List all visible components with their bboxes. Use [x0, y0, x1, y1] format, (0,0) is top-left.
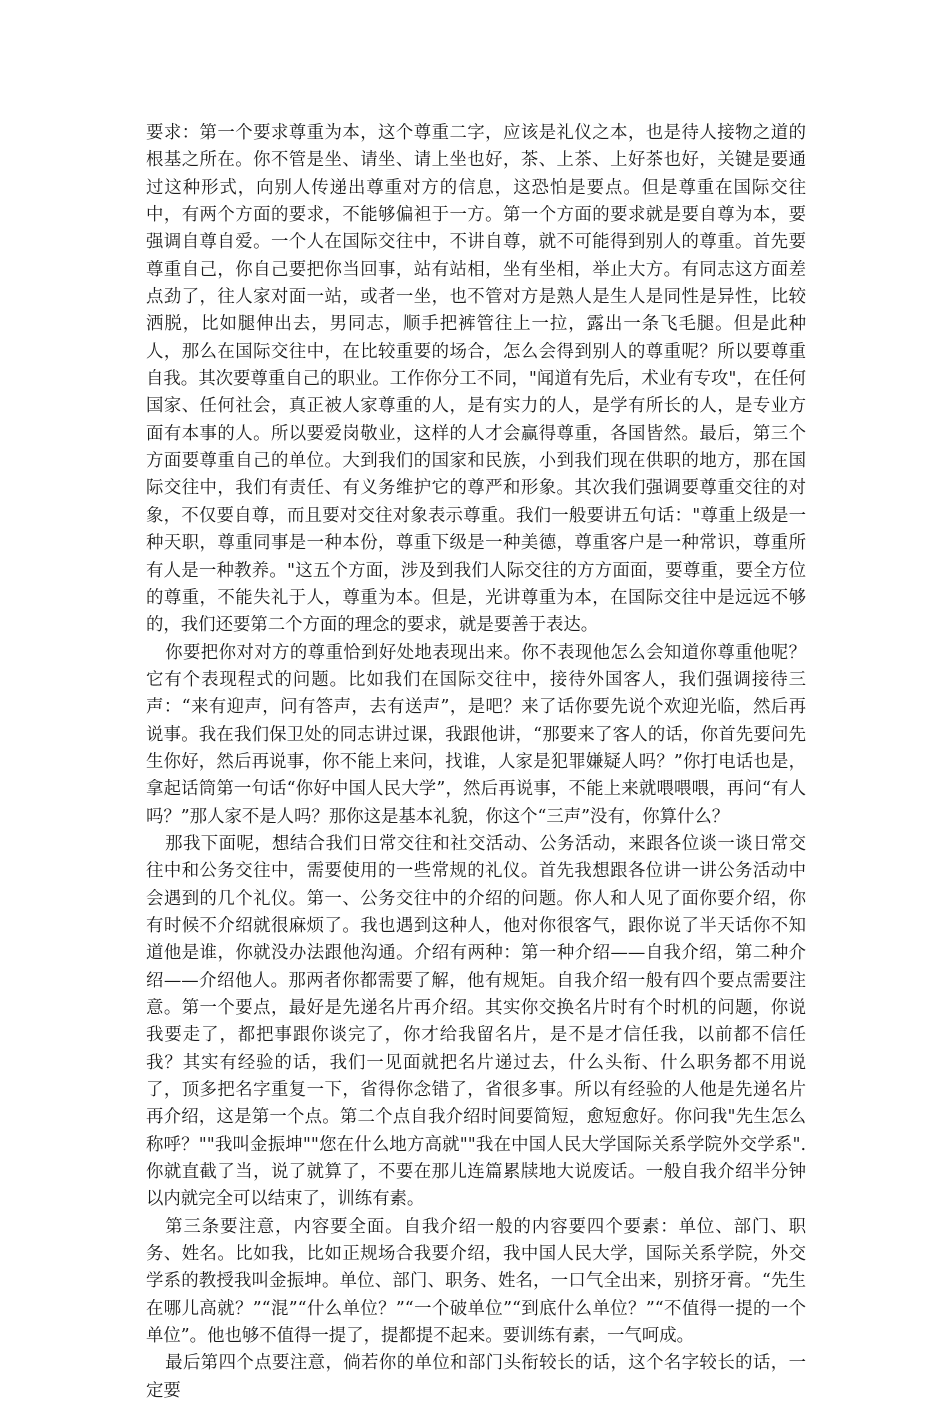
paragraph-respect-requirements: 要求：第一个要求尊重为本，这个尊重二字，应该是礼仪之本，也是待人接物之道的根基之所在。你不管是坐、请坐、请上坐也好，茶、上茶、上好茶也好，关键是要通过这种形式，向别人传递出尊重对方的信息，这恐怕是要点。但是尊重在国际交往中，有两个方面的要求，不能够偏袒于一方。第一个方面的要求就是要自尊为本，要强调自尊自爱。一个人在国际交往中，不讲自尊，就不可能得到别人的尊重。首先要尊重自己，你自己要把你当回事，站有站相，坐有坐相，举止大方。有同志这方面差点劲了，往人家对面一站，或者一坐，也不管对方是熟人是生人是同性是异性，比较洒脱，比如腿伸出去，男同志，顺手把裤管往上一拉，露出一条飞毛腿。但是此种人，那么在国际交往中，在比较重要的场合，怎么会得到别人的尊重呢？所以要尊重自我。其次要尊重自己的职业。工作你分工不同，"闻道有先后，术业有专攻"，在任何国家、任何社会，真正被人家尊重的人，是有实力的人，是学有所长的人，是专业方面有本事的人。所以要爱岗敬业，这样的人才会赢得尊重，各国皆然。最后，第三个方面要尊重自己的单位。大到我们的国家和民族，小到我们现在供职的地方，那在国际交往中，我们有责任、有义务维护它的尊严和形象。其次我们强调要尊重交往的对象，不仅要自尊，而且要对交往对象表示尊重。我们一般要讲五句话："尊重上级是一种天职，尊重同事是一种本份，尊重下级是一种美德，尊重客户是一种常识，尊重所有人是一种教养。"这五个方面，涉及到我们人际交往的方方面面，要尊重，要全方位的尊重，不能失礼于人，尊重为本。但是，光讲尊重为本，在国际交往中是远远不够的，我们还要第二个方面的理念的要求，就是要善于表达。	[146, 123, 806, 636]
document-body	[146, 120, 806, 1405]
paragraph-introduction-content: 第三条要注意，内容要全面。自我介绍一般的内容要四个要素：单位、部门、职务、姓名。比如我，比如正规场合我要介绍，我中国人民大学，国际关系学院，外交学系的教授我叫金振坤。单位、部门、职务、姓名，一口气全出来，别挤牙膏。“先生在哪儿高就？”“混”“什么单位？”“一个破单位”“到底什么单位？”“不值得一提的一个单位”。他也够不值得一提了，提都提不起来。要训练有素，一气呵成。	[146, 1216, 806, 1347]
paragraph-fourth-point: 最后第四个点要注意，倘若你的单位和部门头衔较长的话，这个名字较长的话，一定要	[146, 1353, 806, 1401]
paragraph-expressing-respect: 你要把你对对方的尊重恰到好处地表现出来。你不表现他怎么会知道你尊重他呢？它有个表现程式的问题。比如我们在国际交往中，接待外国客人，我们强调接待三声：“来有迎声，问有答声，去有送声”，是吧？来了话你要先说个欢迎光临，然后再说事。我在我们保卫处的同志讲过课，我跟他讲，“那要来了客人的话，你首先要问先生你好，然后再说事，你不能上来问，找谁，人家是犯罪嫌疑人吗？”你打电话也是，拿起话筒第一句话“你好中国人民大学”，然后再说事，不能上来就喂喂喂，再问“有人吗？”那人家不是人吗？那你这是基本礼貌，你这个“三声”没有，你算什么？	[146, 642, 806, 827]
paragraph-self-introduction: 那我下面呢，想结合我们日常交往和社交活动、公务活动，来跟各位谈一谈日常交往中和公务交往中，需要使用的一些常规的礼仪。首先我想跟各位讲一讲公务活动中会遇到的几个礼仪。第一、公务交往中的介绍的问题。你人和人见了面你要介绍，你有时候不介绍就很麻烦了。我也遇到这种人，他对你很客气，跟你说了半天话你不知道他是谁，你就没办法跟他沟通。介绍有两种：第一种介绍——自我介绍，第二种介绍——介绍他人。那两者你都需要了解，他有规矩。自我介绍一般有四个要点需要注意。第一个要点，最好是先递名片再介绍。其实你交换名片时有个时机的问题，你说我要走了，都把事跟你谈完了，你才给我留名片，是不是才信任我，以前都不信任我？其实有经验的话，我们一见面就把名片递过去，什么头衔、什么职务都不用说了，顶多把名字重复一下，省得你念错了，省很多事。所以有经验的人他是先递名片再介绍，这是第一个点。第二个点自我介绍时间要简短，愈短愈好。你问我"先生怎么称呼？""我叫金振坤""您在什么地方高就""我在中国人民大学国际关系学院外交学系".你就直截了当，说了就算了，不要在那儿连篇累牍地大说废话。一般自我介绍半分钟以内就完全可以结束了，训练有素。	[146, 833, 806, 1210]
